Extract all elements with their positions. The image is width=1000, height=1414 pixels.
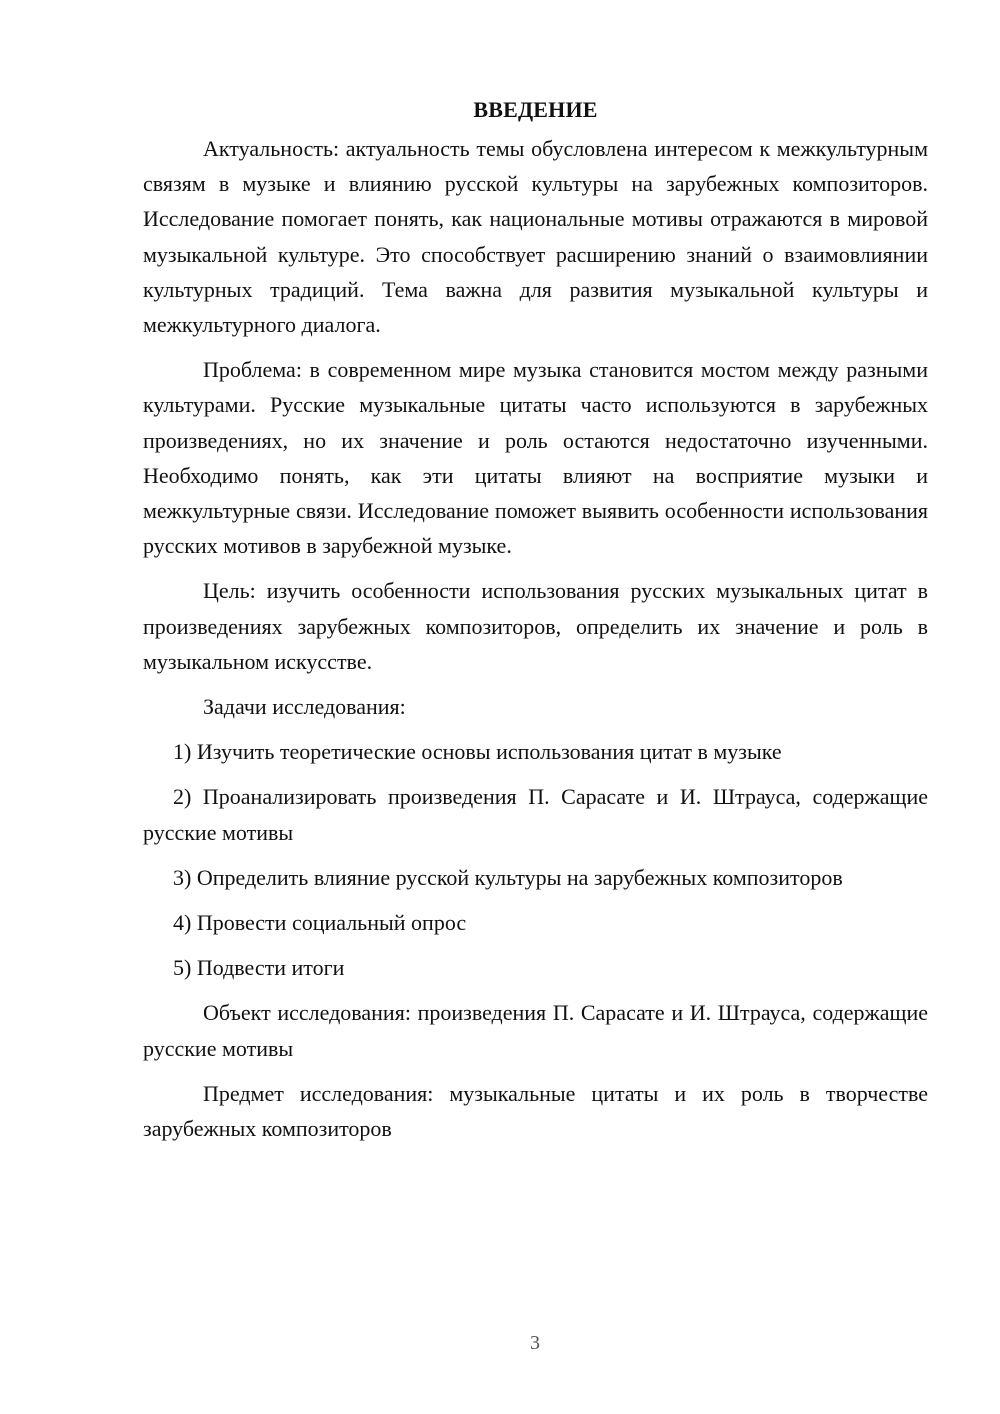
paragraph-problem: Проблема: в современном мире музыка становится мостом между разными культурами. Русские музыкальные цитаты часто используются в зарубежных произведениях, но их значение и роль остаются недостаточно изученными. Необходимо понять, как эти цитаты влияют на восприятие музыки и межкультурные связи. Исследование поможет выявить особенности использования русских мотивов в зарубежной музыке. (143, 357, 928, 559)
page-number: 3 (530, 1332, 540, 1354)
task-item-2: 2) Проанализировать произведения П. Сарасате и И. Штрауса, содержащие русские мотивы (143, 784, 928, 845)
task-item-5: 5) Подвести итоги (173, 955, 345, 981)
task-item-1: 1) Изучить теоретические основы использования цитат в музыке (173, 739, 782, 765)
paragraph-relevance: Актуальность: актуальность темы обусловлена интересом к межкультурным связям в музыке и влиянию русской культуры на зарубежных композиторов. Исследование помогает понять, как национальные мотивы отражаются в мировой музыкальной культуре. Это способствует расширению знаний о взаимовлиянии культурных традиций. Тема важна для развития музыкальной культуры и межкультурного диалога. (143, 136, 928, 338)
paragraph-goal: Цель: изучить особенности использования русских музыкальных цитат в произведениях зарубежных композиторов, определить их значение и роль в музыкальном искусстве. (143, 578, 928, 674)
page-title: ВВЕДЕНИЕ (473, 97, 598, 122)
paragraph-object: Объект исследования: произведения П. Сарасате и И. Штрауса, содержащие русские мотивы (143, 1000, 928, 1061)
paragraph-subject: Предмет исследования: музыкальные цитаты и их роль в творчестве зарубежных композиторов (143, 1080, 928, 1142)
page-content (143, 92, 928, 1156)
task-item-4: 4) Провести социальный опрос (173, 910, 467, 936)
task-item-3: 3) Определить влияние русской культуры на зарубежных композиторов (173, 864, 843, 890)
paragraph-tasks-heading: Задачи исследования: (203, 694, 406, 720)
